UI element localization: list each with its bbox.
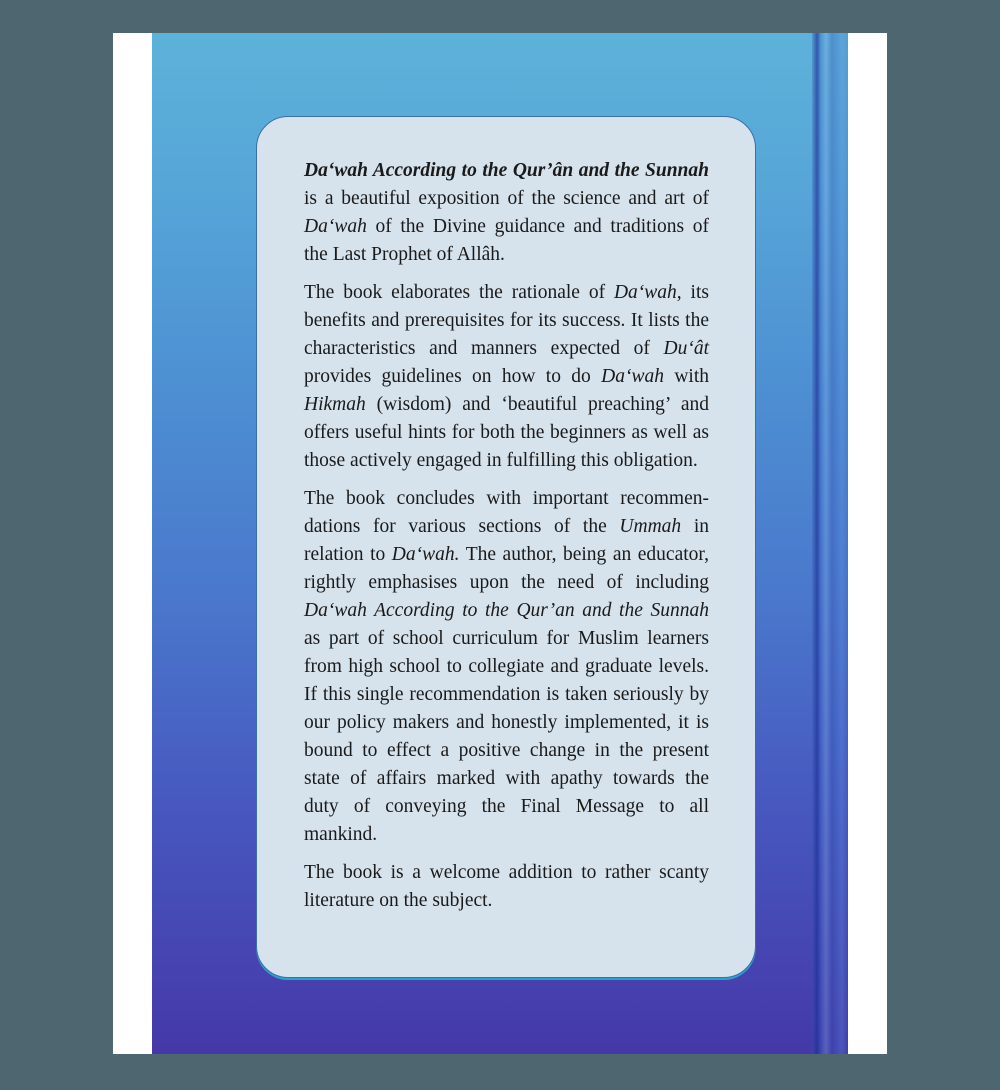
- paragraph-3: The book concludes with important recommendations for various sections of the Ummah in relation to Da‘wah. The author, being an educator, rightly emphasises upon the need of including Da‘wah According to the Qur’an and the Sunnah as part of school curriculum for Muslim learners from high school to collegiate and graduate levels. If this single recommendation is taken seriously by our policy makers and honestly implemented, it is bound to effect a positive change in the present state of affairs marked with apathy towards the duty of conveying the Final Message to all mankind.: [304, 488, 709, 845]
- paragraph-1: Da‘wah According to the Qur’ân and the Sunnah is a beautiful exposition of the science and art of Da‘wah of the Divine guidance and traditions of the Last Prophet of Allâh.: [304, 160, 709, 265]
- blurb-text: [304, 157, 709, 925]
- book-title: Da‘wah According to the Qur’ân and the Sunnah: [304, 160, 709, 181]
- book-spine-edge: [812, 33, 848, 1054]
- paragraph-2: The book elaborates the rationale of Da‘wah, its benefits and prerequisites for its success. It lists the characteristics and manners expected of Du‘ât provides guidelines on how to do Da‘wah with Hikmah (wisdom) and ‘beautiful preaching’ and offers useful hints for both the beginners as well as those actively engaged in fulfilling this obligation.: [304, 282, 709, 471]
- paragraph-4: The book is a welcome addition to rather scanty literature on the subject.: [304, 862, 709, 911]
